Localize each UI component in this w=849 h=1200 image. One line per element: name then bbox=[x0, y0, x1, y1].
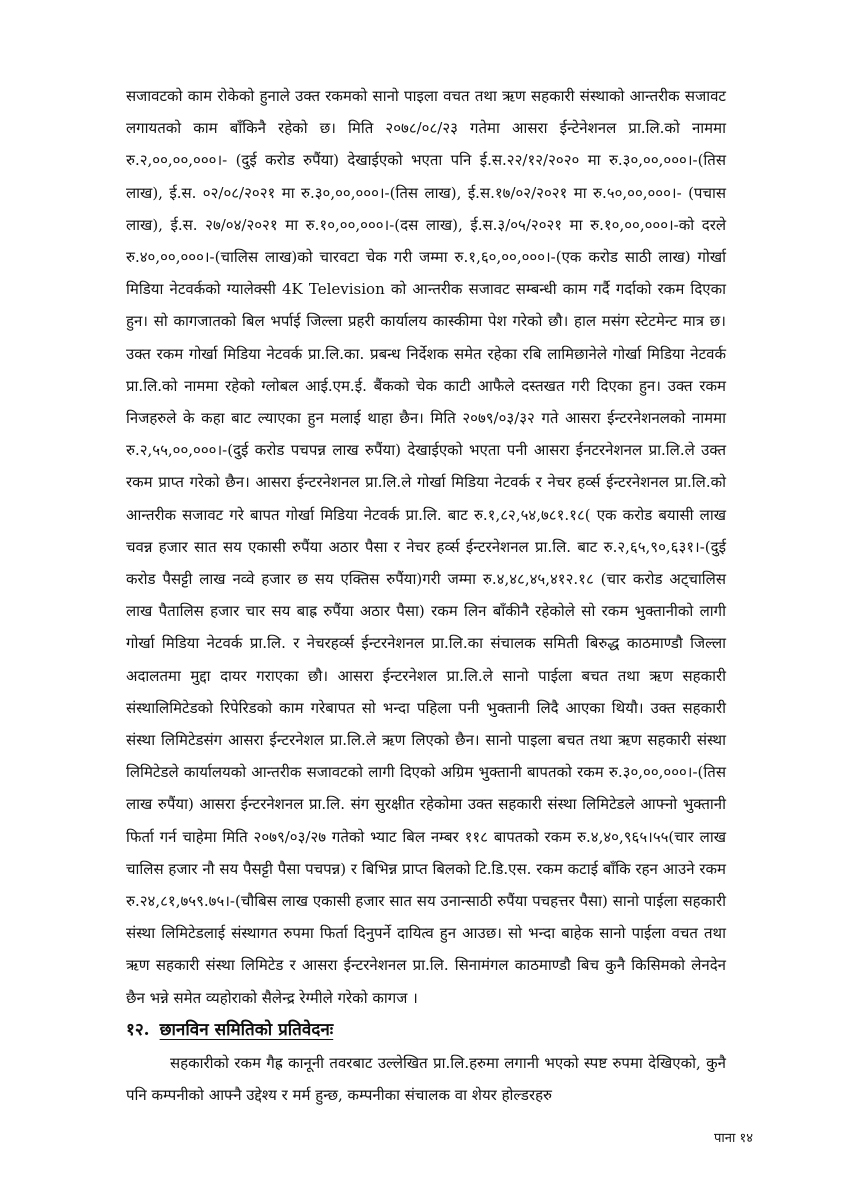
statement-paragraph: सजावटको काम रोकेको हुनाले उक्त रकमको सानो पाइला वचत तथा ऋण सहकारी संस्थाको आन्तरीक सजावट लगायतको काम बाँकिनै रहेको छ। मिति २०७८/०८/२३ गतेमा आसरा ईन्टेनेशनल प्रा.लि.को नाममा रु.२,००,००,०००।- (दुई करोड रुपैंया) देखाईएको भएता पनि ई.स.२२/१२/२०२० मा रु.३०,००,०००।-(तिस लाख), ई.स. ०२/०८/२०२१ मा रु.३०,००,०००।-(तिस लाख), ई.स.१७/०२/२०२१ मा रु.५०,००,०००।- (पचास लाख), ई.स. २७/०४/२०२१ मा रु.१०,००,०००।-(दस लाख), ई.स.३/०५/२०२१ मा रु.१०,००,०००।-को दरले रु.४०,००,०००।-(चालिस लाख)को चारवटा चेक गरी जम्मा रु.१,६०,००,०००।-(एक करोड साठी लाख) गोर्खा मिडिया नेटवर्कको ग्यालेक्सी 4K Television को आन्तरीक सजावट सम्बन्धी काम गर्दै गर्दाको रकम दिएका हुन। सो कागजातको बिल भर्पाई जिल्ला प्रहरी कार्यालय कास्कीमा पेश गरेको छौ। हाल मसंग स्टेटमेन्ट मात्र छ। उक्त रकम गोर्खा मिडिया नेटवर्क प्रा.लि.का. प्रबन्ध निर्देशक समेत रहेका रबि लामिछानेले गोर्खा मिडिया नेटवर्क प्रा.लि.को नाममा रहेको ग्लोबल आई.एम.ई. बैंकको चेक काटी आफैले दस्तखत गरी दिएका हुन। उक्त रकम निजहरुले के कहा बाट ल्याएका हुन मलाई थाहा छैन। मिति २०७९/०३/३२ गते आसरा ईन्टरनेशनलको नाममा रु.२,५५,००,०००।-(दुई करोड पचपन्न लाख रुपैंया) देखाईएको भएता पनी आसरा ईनटरनेशनल प्रा.लि.ले उक्त रकम प्राप्त गरेको छैन। आसरा ईन्टरनेशनल प्रा.लि.ले गोर्खा मिडिया नेटवर्क र नेचर हर्व्स ईन्टरनेशनल प्रा.लि.को आन्तरीक सजावट गरे बापत गोर्खा मिडिया नेटवर्क प्रा.लि. बाट रु.१,८२,५४,७८१.१८( एक करोड बयासी लाख चवन्न हजार सात सय एकासी रुपैंया अठार पैसा र नेचर हर्व्स ईन्टरनेशनल प्रा.लि. बाट रु.२,६५,९०,६३१।-(दुई करोड पैसट्टी लाख नव्वे हजार छ सय एक्तिस रुपैंया)गरी जम्मा रु.४,४८,४५,४१२.१८ (चार करोड अट्चालिस लाख पैतालिस हजार चार सय बाह्र रुपैंया अठार पैसा) रकम लिन बाँकीनै रहेकोले सो रकम भुक्तानीको लागी गोर्खा मिडिया नेटवर्क प्रा.लि. र नेचरहर्व्स ईन्टरनेशनल प्रा.लि.का संचालक समिती बिरुद्ध काठमाण्डौ जिल्ला अदालतमा मुद्दा दायर गराएका छौ। आसरा ईन्टरनेशल प्रा.लि.ले सानो पाईला बचत तथा ऋण सहकारी संस्थालिमिटेडको रिपेरिडको काम गरेबापत सो भन्दा पहिला पनी भुक्तानी लिदै आएका थियौ। उक्त सहकारी संस्था लिमिटेडसंग आसरा ईन्टरनेशल प्रा.लि.ले ऋण लिएको छैन। सानो पाइला बचत तथा ऋण सहकारी संस्था लिमिटेडले कार्यालयको आन्तरीक सजावटको लागी दिएको अग्रिम भुक्तानी बापतको रकम रु.३०,००,०००।-(तिस लाख रुपैंया) आसरा ईन्टरनेशनल प्रा.लि. संग सुरक्षीत रहेकोमा उक्त सहकारी संस्था लिमिटेडले आफ्नो भुक्तानी फिर्ता गर्न चाहेमा मिति २०७९/०३/२७ गतेको भ्याट बिल नम्बर ११८ बापतको रकम रु.४,४०,९६५।५५(चार लाख चालिस हजार नौ सय पैसट्टी पैसा पचपन्न) र बिभिन्न प्राप्त बिलको टि.डि.एस. रकम कटाई बाँकि रहन आउने रकम रु.२४,८१,७५९.७५।-(चौबिस लाख एकासी हजार सात सय उनान्साठी रुपैंया पचहत्तर पैसा) सानो पाईला सहकारी संस्था लिमिटेडलाई संस्थागत रुपमा फिर्ता दिनुपर्ने दायित्व हुन आउछ। सो भन्दा बाहेक सानो पाईला वचत तथा ऋण सहकारी संस्था लिमिटेड र आसरा ईन्टरनेशनल प्रा.लि. सिनामंगल काठमाण्डौ बिच कुनै किसिमको लेनदेन छैन भन्ने समेत व्यहोराको सैलेन्द्र रेग्मीले गरेको कागज । bbox=[126, 87, 726, 1007]
page-number: पाना १४ bbox=[714, 1131, 753, 1146]
report-paragraph: सहकारीको रकम गैह्र कानूनी तवरबाट उल्लेखित प्रा.लि.हरुमा लगानी भएको स्पष्ट रुपमा देखिएको, कुनै पनि कम्पनीको आफ्नै उद्देश्य र मर्म हुन्छ, कम्पनीका संचालक वा शेयर होल्डरहरु bbox=[126, 1053, 726, 1105]
section-number: १२. bbox=[126, 1019, 150, 1040]
section-title: छानविन समितिको प्रतिवेदनः bbox=[159, 1019, 334, 1040]
section-heading bbox=[126, 1014, 726, 1047]
document-body bbox=[126, 80, 726, 1111]
